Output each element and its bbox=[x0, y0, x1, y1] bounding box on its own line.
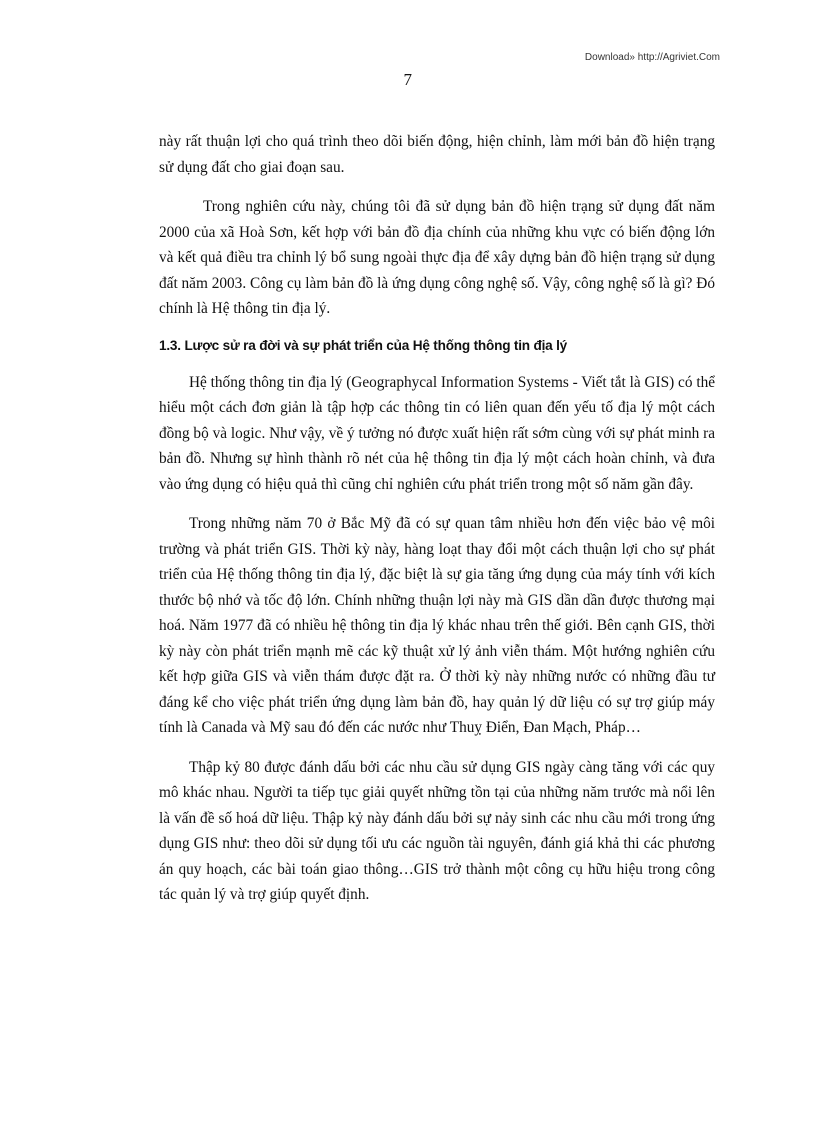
paragraph-gis-80s: Thập kỷ 80 được đánh dấu bởi các nhu cầu sử dụng GIS ngày càng tăng với các quy mô khác nhau. Người ta tiếp tục giải quyết những tồn tại của những năm trước mà nổi lên là vấn đề số hoá dữ liệu. Thập kỷ này đánh dấu bởi sự nảy sinh các nhu cầu mới trong ứng dụng GIS như: theo dõi sử dụng tối ưu các nguồn tài nguyên, đánh giá khả thi các phương án quy hoạch, các bài toán giao thông…GIS trở thành một công cụ hữu hiệu trong công tác quản lý và trợ giúp quyết định. bbox=[159, 758, 715, 903]
download-source-label: Download» http://Agriviet.Com bbox=[584, 52, 720, 63]
page-number: 7 bbox=[403, 70, 413, 89]
paragraph-gis-70s: Trong những năm 70 ở Bắc Mỹ đã có sự quan tâm nhiều hơn đến việc bảo vệ môi trường và phát triển GIS. Thời kỳ này, hàng loạt thay đổi một cách thuận lợi cho sự phát triển của Hệ thống thông tin địa lý, đặc biệt là sự gia tăng ứng dụng của máy tính với kích thước bộ nhớ và tốc độ lớn. Chính những thuận lợi này mà GIS dần dần được thương mại hoá. Năm 1977 đã có nhiều hệ thông tin địa lý khác nhau trên thế giới. Bên cạnh GIS, thời kỳ này còn phát triển mạnh mẽ các kỹ thuật xử lý ảnh viễn thám. Một hướng nghiên cứu kết hợp giữa GIS và viễn thám được đặt ra. Ở thời kỳ này những nước có những đầu tư đáng kể cho việc phát triển ứng dụng làm bản đồ, hay quản lý dữ liệu có sự trợ giúp máy tính là Canada và Mỹ sau đó đến các nước như Thuỵ Điển, Đan Mạch, Pháp… bbox=[159, 515, 715, 736]
paragraph-continuation: này rất thuận lợi cho quá trình theo dõi biến động, hiện chỉnh, làm mới bản đồ hiện trạng sử dụng đất cho giai đoạn sau. bbox=[159, 133, 715, 176]
paragraph-study-method: Trong nghiên cứu này, chúng tôi đã sử dụng bản đồ hiện trạng sử dụng đất năm 2000 của xã Hoà Sơn, kết hợp với bản đồ địa chính của những khu vực có biến động lớn và kết quả điều tra chỉnh lý bổ sung ngoài thực địa để xây dựng bản đồ hiện trạng sử dụng đất năm 2003. Công cụ làm bản đồ là ứng dụng công nghệ số. Vậy, công nghệ số là gì? Đó chính là Hệ thông tin địa lý. bbox=[159, 198, 715, 317]
section-heading: 1.3. Lược sử ra đời và sự phát triển của Hệ thống thông tin địa lý bbox=[159, 337, 568, 353]
document-body bbox=[159, 129, 715, 922]
paragraph-gis-definition: Hệ thống thông tin địa lý (Geographycal Information Systems - Viết tắt là GIS) có thể hiểu một cách đơn giản là tập hợp các thông tin có liên quan đến yếu tố địa lý một cách đồng bộ và logic. Như vậy, về ý tưởng nó được xuất hiện rất sớm cùng với sự phát minh ra bản đồ. Nhưng sự hình thành rõ nét của hệ thông tin địa lý một cách hoàn chỉnh, và đưa vào ứng dụng có hiệu quả thì cũng chỉ nghiên cứu phát triển trong một số năm gần đây. bbox=[159, 373, 716, 493]
